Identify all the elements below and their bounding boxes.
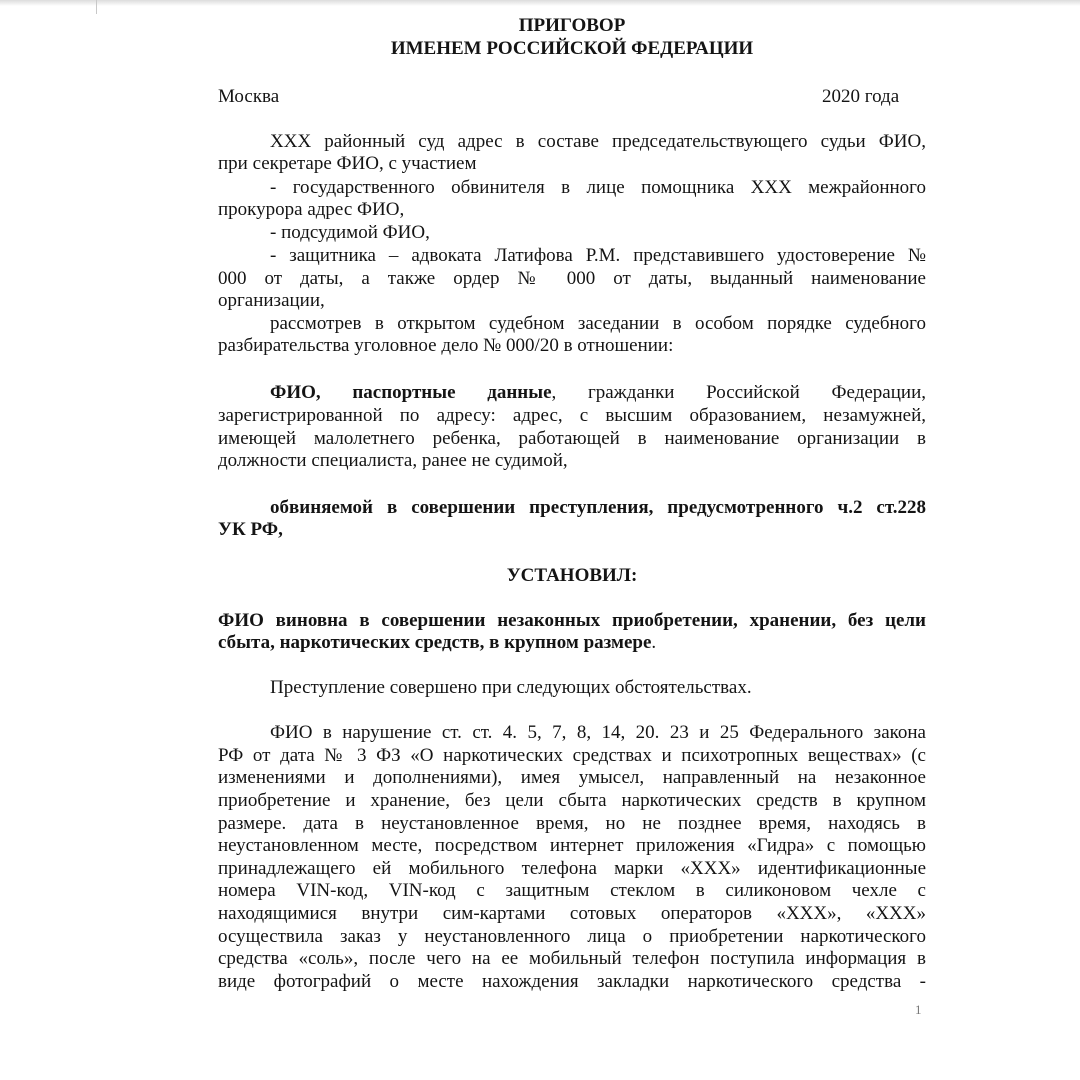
- circumstances-intro: Преступление совершено при следующих обстоятельствах.: [270, 677, 752, 698]
- verdict-period: .: [651, 632, 657, 653]
- body-line: РФ от дата № 3 ФЗ «О наркотических средствах и психотропных веществах» (с: [218, 745, 926, 766]
- body-line: виде фотографий о месте нахождения закладки наркотического средства -: [218, 971, 926, 992]
- page-edge-mark: [96, 0, 97, 14]
- intro-line: - защитника – адвоката Латифова Р.М. представившего удостоверение №: [270, 245, 926, 266]
- defendant-line: [270, 382, 926, 404]
- intro-line: при секретаре ФИО, с участием: [218, 153, 477, 174]
- established-heading: УСТАНОВИЛ:: [506, 565, 638, 586]
- verdict-text: сбыта, наркотических средств, в крупном размере: [218, 632, 652, 653]
- body-line: находящимися внутри сим-картами сотовых операторов «ХХХ», «ХХХ»: [218, 903, 926, 924]
- intro-line: 000 от даты, а также ордер № 000 от даты, выданный наименование: [218, 268, 926, 289]
- body-line: изменениями и дополнениями), имея умысел, направленный на незаконное: [218, 767, 926, 788]
- verdict-line: [218, 632, 926, 654]
- intro-line: прокурора адрес ФИО,: [218, 199, 405, 220]
- defendant-line: зарегистрированной по адресу: адрес, с высшим образованием, незамужней,: [218, 405, 926, 426]
- page-top-edge: [0, 0, 1080, 6]
- defendant-line: имеющей малолетнего ребенка, работающей в наименование организации в: [218, 428, 926, 449]
- document-title: ПРИГОВОР: [518, 15, 626, 36]
- body-line: принадлежащего ей мобильного телефона марки «ХХХ» идентификационные: [218, 858, 926, 879]
- defendant-name: ФИО, паспортные данные: [270, 382, 552, 403]
- intro-line: разбирательства уголовное дело № 000/20 в отношении:: [218, 335, 674, 356]
- body-line: ФИО в нарушение ст. ст. 4. 5, 7, 8, 14, 20. 23 и 25 Федерального закона: [270, 722, 926, 743]
- page-number: 1: [915, 1002, 922, 1017]
- defendant-citizenship: , гражданки Российской Федерации,: [551, 382, 926, 403]
- verdict-line: ФИО виновна в совершении незаконных приобретении, хранении, без цели: [218, 610, 926, 631]
- city: Москва: [218, 86, 280, 107]
- body-line: приобретение и хранение, без цели сбыта наркотических средств в крупном: [218, 790, 926, 811]
- body-line: осуществила заказ у неустановленного лица о приобретении наркотического: [218, 926, 926, 947]
- intro-line: - подсудимой ФИО,: [270, 222, 430, 243]
- defendant-line: должности специалиста, ранее не судимой,: [218, 450, 568, 471]
- document-subtitle: ИМЕНЕМ РОССИЙСКОЙ ФЕДЕРАЦИИ: [390, 38, 754, 59]
- charge-line: обвиняемой в совершении преступления, предусмотренного ч.2 ст.228: [270, 497, 926, 518]
- body-line: размере. дата в неустановленное время, но не позднее время, находясь в: [218, 813, 926, 834]
- intro-line: организации,: [218, 290, 325, 311]
- body-line: номера VIN-код, VIN-код с защитным стеклом в силиконовом чехле с: [218, 880, 926, 901]
- intro-line: - государственного обвинителя в лице помощника ХХХ межрайонного: [270, 177, 926, 198]
- charge-line: УК РФ,: [218, 519, 283, 540]
- body-line: средства «соль», после чего на ее мобильный телефон поступила информация в: [218, 948, 926, 969]
- year: 2020 года: [822, 86, 900, 107]
- intro-line: ХХХ районный суд адрес в составе председательствующего судьи ФИО,: [270, 131, 926, 152]
- intro-line: рассмотрев в открытом судебном заседании в особом порядке судебного: [270, 313, 926, 334]
- body-line: неустановленном месте, посредством интернет приложения «Гидра» с помощью: [218, 835, 926, 856]
